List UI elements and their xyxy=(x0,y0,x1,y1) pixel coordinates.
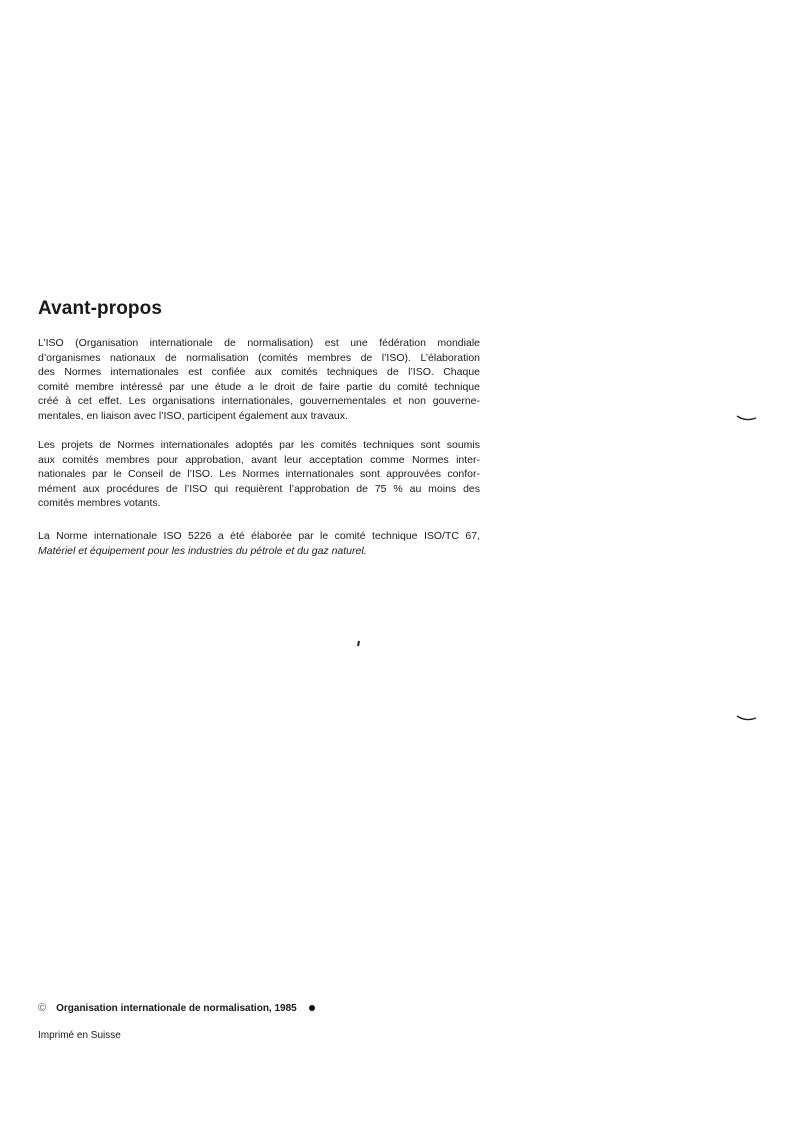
scan-artifact-mark xyxy=(736,712,758,724)
text-line: des Normes internationales est confiée aux comités techniques de l’ISO. Chaque xyxy=(38,366,480,379)
paragraph-approval-process xyxy=(38,438,480,511)
page-title: Avant-propos xyxy=(38,298,162,319)
text-line: L’ISO (Organisation internationale de normalisation) est une fédération mondiale xyxy=(38,337,480,349)
bullet-dot-icon xyxy=(309,1005,315,1011)
scan-artifact-dot xyxy=(356,640,362,648)
text-line: nationales par le Conseil de l’ISO. Les Normes internationales sont approuvées confor- xyxy=(38,468,480,481)
text-line: La Norme internationale ISO 5226 a été élaborée par le comité technique ISO/TC 67, xyxy=(38,530,480,542)
text-line: Les projets de Normes internationales adoptés par les comités techniques sont soumis xyxy=(38,439,480,451)
scan-artifact-mark xyxy=(736,412,758,424)
text-line: mément aux procédures de l’ISO qui requièrent l’approbation de 75 % au moins des xyxy=(38,482,480,495)
text-line: créé à cet effet. Les organisations internationales, gouvernementales et non gouverne- xyxy=(38,395,480,408)
text-line: mentales, en liaison avec l’ISO, participent également aux travaux. xyxy=(38,409,348,422)
copyright-icon: © xyxy=(38,1002,47,1014)
text-line: comités membres votants. xyxy=(38,497,161,510)
text-line: aux comités membres pour approbation, avant leur acceptation comme Normes inter- xyxy=(38,453,480,466)
text-line: d’organismes nationaux de normalisation (comités membres de l’ISO). L’élaboration xyxy=(38,351,480,364)
paragraph-foreword-intro xyxy=(38,336,480,424)
printed-in-label: Imprimé en Suisse xyxy=(38,1030,121,1041)
copyright-text: Organisation internationale de normalisation, 1985 xyxy=(56,1002,297,1014)
text-line: comité membre intéressé par une étude a le droit de faire partie du comité technique xyxy=(38,380,480,393)
committee-title: Matériel et équipement pour les industries du pétrole et du gaz naturel. xyxy=(38,544,367,557)
paragraph-standard-origin xyxy=(38,529,480,558)
copyright-line xyxy=(38,1002,315,1014)
